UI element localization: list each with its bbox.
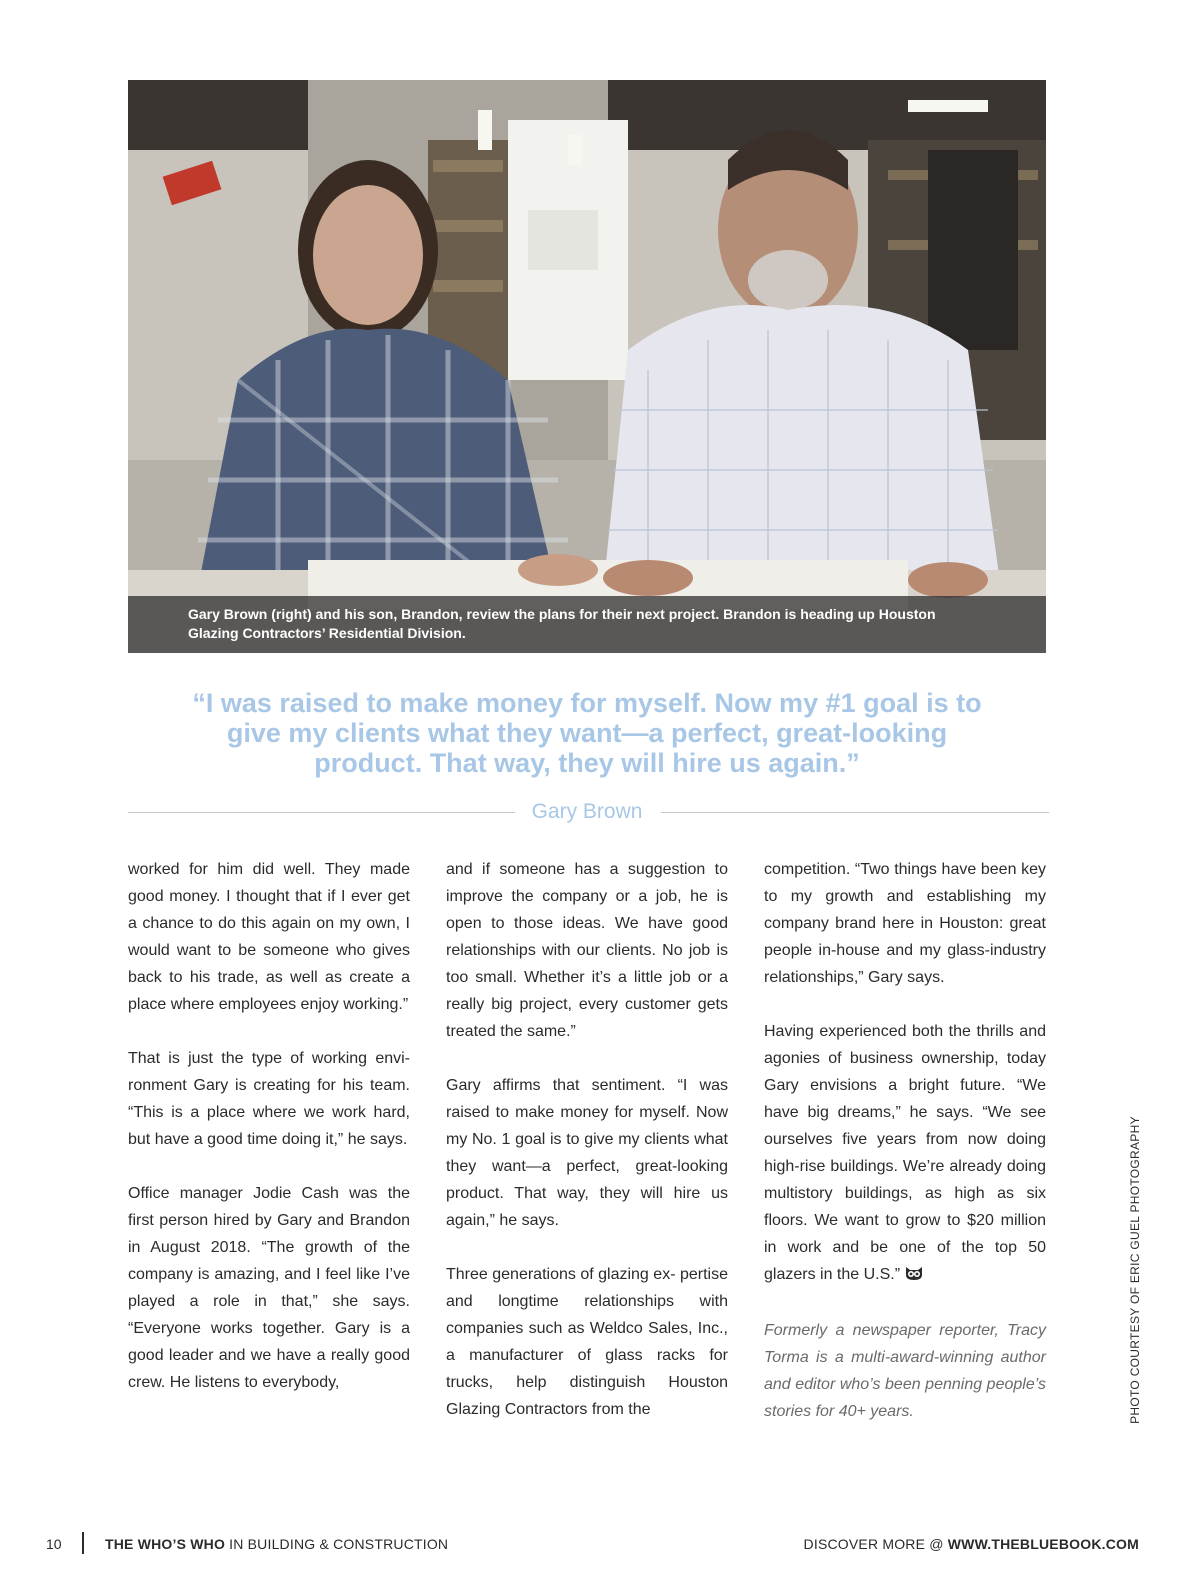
paragraph-with-end-mark (764, 1018, 1046, 1290)
publication-title (105, 1534, 448, 1554)
article-column-1 (128, 856, 410, 1423)
website-link[interactable]: WWW.THEBLUEBOOK.COM (947, 1536, 1139, 1552)
pull-quote: “I was raised to make money for myself. Now my #1 goal is to give my clients what they want—a perfect, great-looking product. That way, they will hire us again.” (192, 688, 982, 778)
article-column-3 (764, 856, 1046, 1452)
paragraph: and if someone has a suggestion to improve the company or a job, he is open to those ideas. We have good relationships with our clients. No job is too small. Whether it’s a little job or a really big project, every customer gets treated the same.” (446, 861, 728, 1040)
publication-title-rest: IN BUILDING & CONSTRUCTION (225, 1536, 449, 1552)
photo-credit: PHOTO COURTESY OF ERIC GUEL PHOTOGRAPHY (1128, 1116, 1142, 1424)
owl-end-mark-icon (904, 1263, 924, 1290)
paragraph: worked for him did well. They made good money. I thought that if I ever get a chance to do this again on my own, I would want to be someone who gives back to his trade, as well as create a place where employees enjoy working.” (128, 861, 410, 1013)
page-number: 10 (46, 1536, 62, 1552)
pull-quote-attribution: Gary Brown (531, 800, 643, 823)
footer-discover-link[interactable] (804, 1534, 1139, 1556)
footer-divider (82, 1532, 84, 1554)
paragraph: That is just the type of working envi- ronment Gary is creating for his team. “This is a place where we work hard, but have a good time doing it,” he says. (128, 1050, 410, 1148)
publication-title-bold: THE WHO’S WHO (105, 1536, 226, 1552)
author-bio: Formerly a newspaper reporter, Tracy Torma is a multi-award-winning author and editor who’s been penning people’s stories for 40+ years. (764, 1322, 1046, 1420)
paragraph: Three generations of glazing ex- pertise and longtime relationships with companies such as Weldco Sales, Inc., a manufacturer of glass racks for trucks, help distinguish Houston Glazing Contractors from the (446, 1266, 728, 1418)
paragraph: competition. “Two things have been key to my growth and establishing my company brand here in Houston: great people in-house and my glass-industry relationships,” Gary says. (764, 861, 1046, 986)
paragraph-text: Having experienced both the thrills and agonies of business ownership, today Gary envisions a bright future. “We have big dreams,” he says. “We see ourselves five years from now doing high-rise buildings. We’re already doing multistory buildings, as high as six floors. We want to grow to $20 million in work and be one of the top 50 glazers in the U.S.” (764, 1023, 1046, 1283)
photo-illustration (128, 80, 1046, 653)
photo-caption-bar (128, 596, 1046, 653)
attribution-rule-right (661, 812, 1049, 813)
feature-photo (128, 80, 1046, 653)
discover-prefix: DISCOVER MORE @ (803, 1536, 948, 1552)
paragraph: Gary affirms that sentiment. “I was raised to make money for myself. Now my No. 1 goal is to give my clients what they want—a perfect, great-looking product. That way, they will hire us again,” he says. (446, 1077, 728, 1229)
paragraph: Office manager Jodie Cash was the first person hired by Gary and Brandon in August 2018. “The growth of the company is amazing, and I feel like I’ve played a role in that,” she says. “Everyone works together. Gary is a good leader and we have a really good crew. He listens to everybody, (128, 1185, 410, 1391)
article-column-2 (446, 856, 728, 1450)
photo-caption: Gary Brown (right) and his son, Brandon, review the plans for their next project. Brandon is heading up Houston Glazing Contractors’ Residential Division. (188, 606, 936, 641)
attribution-rule-left (128, 812, 515, 813)
